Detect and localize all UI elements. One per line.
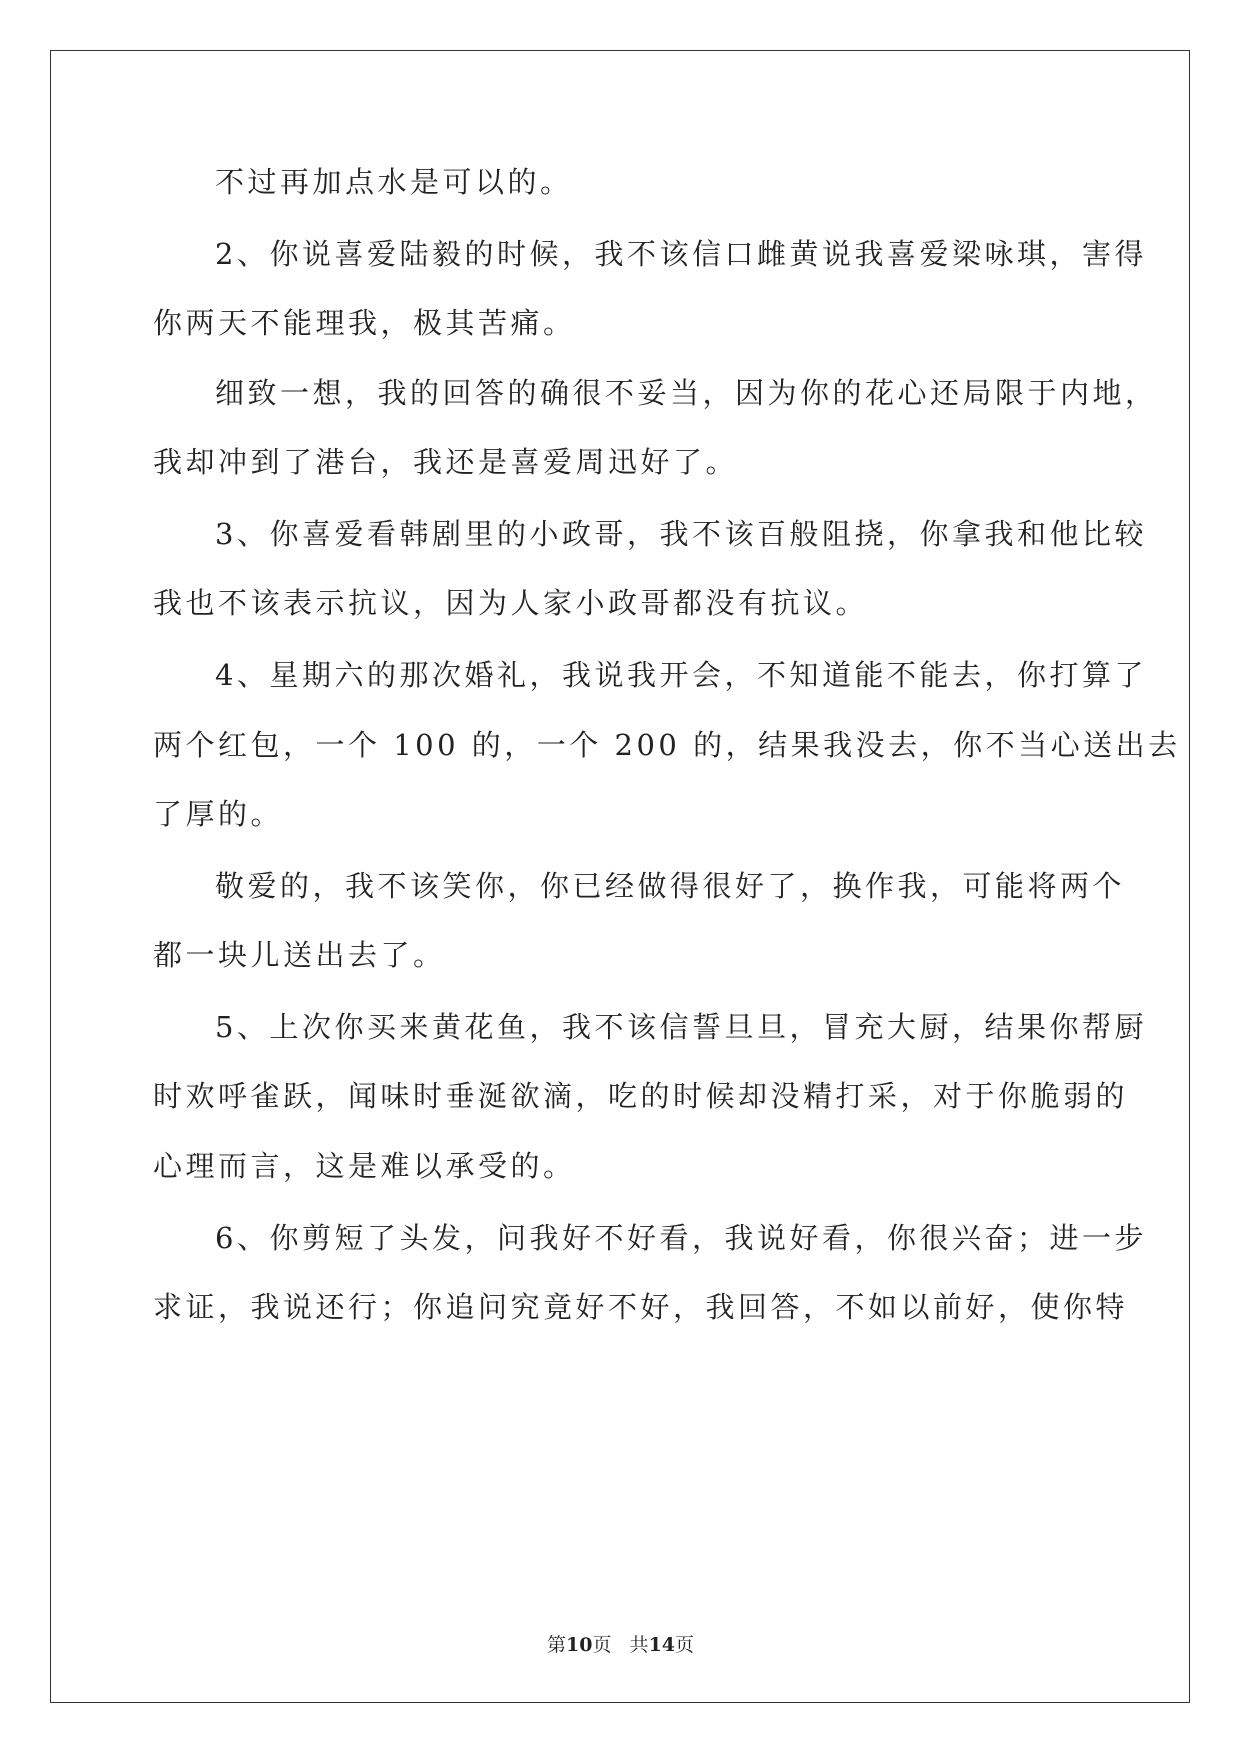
- current-page-number: 10: [565, 1634, 593, 1656]
- text-line: 细致一想，我的回答的确很不妥当，因为你的花心还局限于内地，: [215, 376, 1158, 410]
- text-line: 不过再加点水是可以的。: [215, 165, 573, 199]
- page-middle-text: 页 共: [592, 1634, 649, 1656]
- text-line: 我却冲到了港台，我还是喜爱周迅好了。: [153, 445, 739, 479]
- text-line: 4、星期六的那次婚礼，我说我开会，不知道能不能去，你打算了: [215, 658, 1147, 692]
- text-line: 都一块儿送出去了。: [153, 938, 446, 972]
- text-line: 5、上次你买来黄花鱼，我不该信誓旦旦，冒充大厨，结果你帮厨: [215, 1010, 1147, 1044]
- page-prefix: 第: [546, 1634, 566, 1656]
- page-number-footer: [0, 1633, 1241, 1657]
- text-line: 3、你喜爱看韩剧里的小政哥，我不该百般阻挠，你拿我和他比较: [215, 517, 1147, 551]
- text-line: 2、你说喜爱陆毅的时候，我不该信口雌黄说我喜爱梁咏琪，害得: [215, 237, 1147, 271]
- text-line: 6、你剪短了头发，问我好不好看，我说好看，你很兴奋；进一步: [215, 1221, 1147, 1255]
- text-line: 时欢呼雀跃，闻味时垂涎欲滴，吃的时候却没精打采，对于你脆弱的: [153, 1079, 1129, 1113]
- text-line: 了厚的。: [153, 797, 284, 831]
- page-suffix: 页: [675, 1634, 695, 1656]
- total-page-number: 14: [648, 1634, 676, 1656]
- text-line: 两个红包，一个 100 的，一个 200 的，结果我没去，你不当心送出去: [153, 728, 1181, 762]
- text-line: 敬爱的，我不该笑你，你已经做得很好了，换作我，可能将两个: [215, 869, 1126, 903]
- text-line: 求证，我说还行；你追问究竟好不好，我回答，不如以前好，使你特: [153, 1290, 1129, 1324]
- text-line: 心理而言，这是难以承受的。: [153, 1149, 576, 1183]
- text-line: 你两天不能理我，极其苦痛。: [153, 306, 576, 340]
- text-line: 我也不该表示抗议，因为人家小政哥都没有抗议。: [153, 586, 869, 620]
